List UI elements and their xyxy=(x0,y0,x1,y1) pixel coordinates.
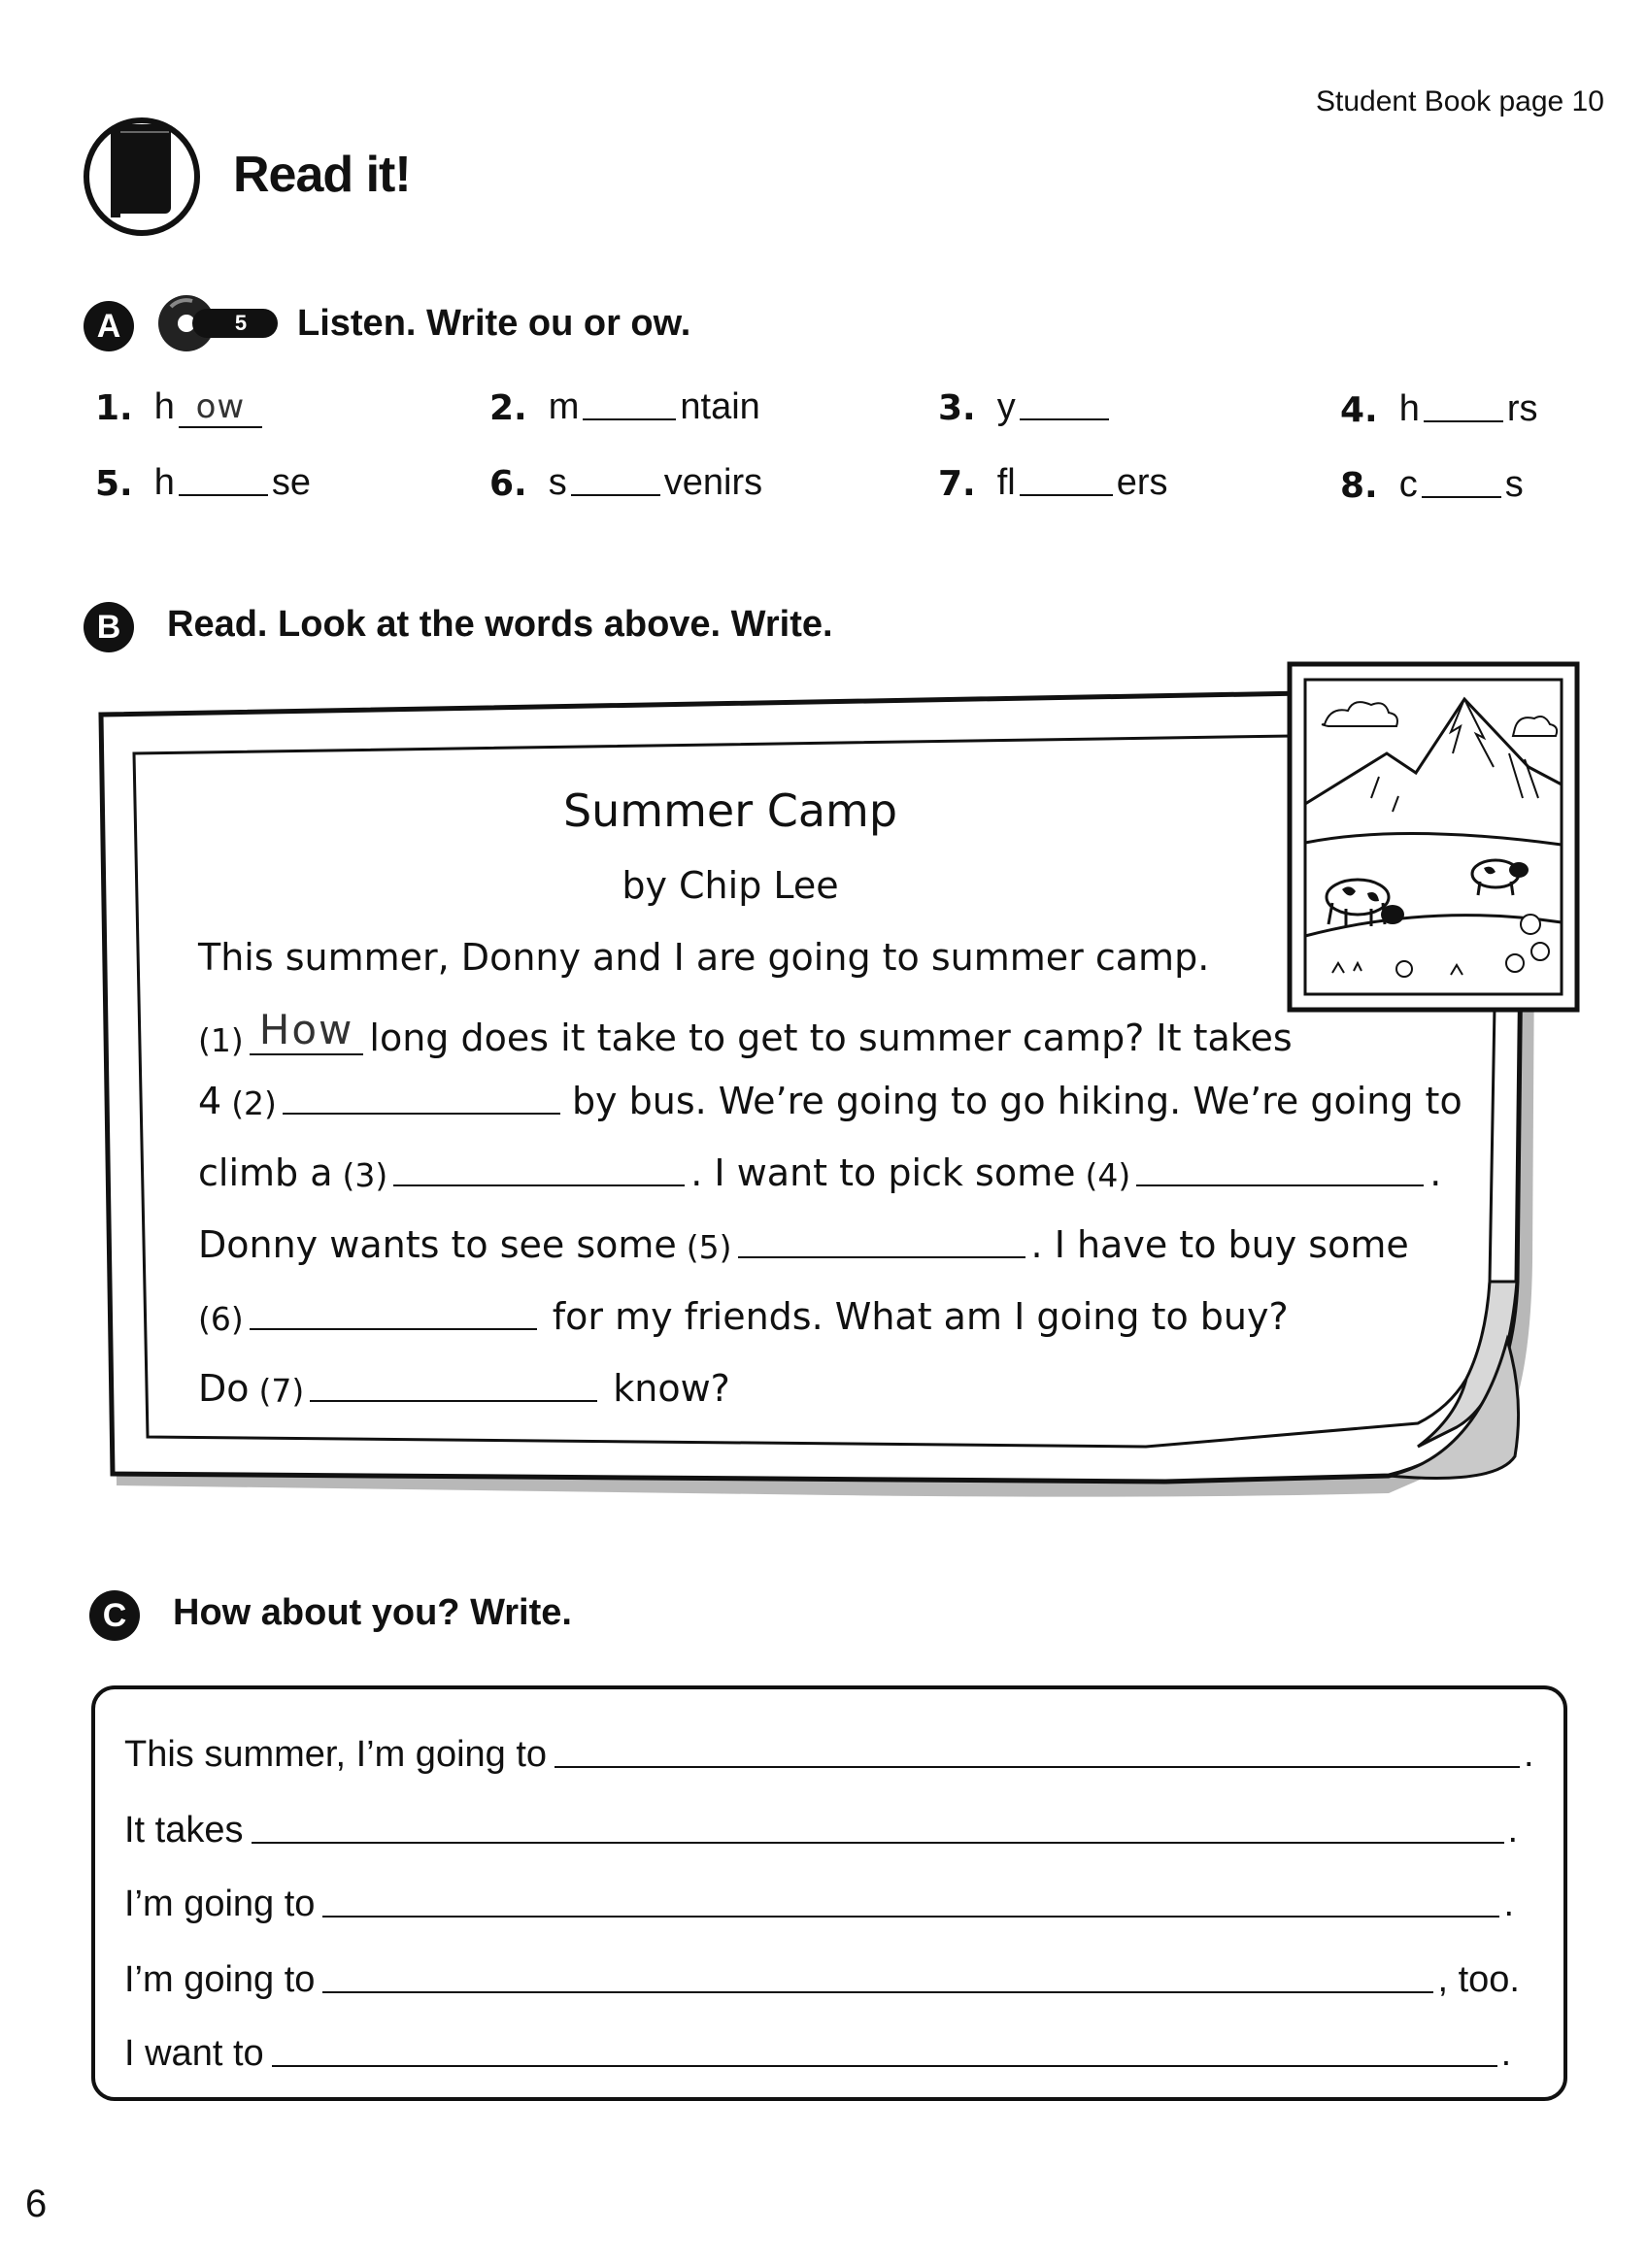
write-line-2: It takes . xyxy=(124,1810,1519,1851)
story-blank-2[interactable] xyxy=(283,1107,560,1115)
cd-track-number: 5 xyxy=(234,311,248,335)
section-b-instruction: Read. Look at the words above. Write. xyxy=(167,604,833,645)
book-icon xyxy=(82,109,202,237)
write-blank-3[interactable] xyxy=(322,1910,1499,1918)
section-a-instruction: Listen. Write ou or ow. xyxy=(297,303,691,344)
page-title: Read it! xyxy=(233,147,411,203)
exercise-item-8: 8. c s xyxy=(1340,464,1524,506)
story-blank-7[interactable] xyxy=(310,1394,597,1402)
write-blank-5[interactable] xyxy=(272,2059,1497,2067)
exercise-item-4: 4. h rs xyxy=(1340,388,1538,430)
story-blank-4[interactable] xyxy=(1136,1179,1424,1186)
exercise-item-6: 6. s venirs xyxy=(489,462,763,504)
exercise-item-5: 5. h se xyxy=(95,462,312,504)
story-line-6: (6) for my friends. What am I going to buy? xyxy=(198,1295,1289,1338)
story-author: by Chip Lee xyxy=(622,864,839,907)
section-c-badge: C xyxy=(89,1590,140,1641)
write-blank-1[interactable] xyxy=(555,1760,1520,1768)
story-line-3: 4 (2) by bus. We’re going to go hiking. We’re going to xyxy=(198,1080,1462,1122)
section-a-badge: A xyxy=(84,301,134,351)
blank-item-6[interactable] xyxy=(571,488,660,496)
cd-icon xyxy=(153,291,280,355)
blank-item-7[interactable] xyxy=(1020,488,1113,496)
blank-item-5[interactable] xyxy=(179,488,268,496)
story-answer-1[interactable]: How xyxy=(250,1006,364,1055)
student-book-page-reference: Student Book page 10 xyxy=(1316,85,1604,117)
story-blank-3[interactable] xyxy=(393,1179,685,1186)
story-blank-5[interactable] xyxy=(738,1251,1025,1258)
story-line-5: Donny wants to see some (5) . I have to buy some xyxy=(198,1223,1409,1266)
write-blank-2[interactable] xyxy=(252,1836,1504,1844)
story-line-7: Do (7) know? xyxy=(198,1367,730,1410)
write-blank-4[interactable] xyxy=(322,1985,1433,1993)
blank-item-4[interactable] xyxy=(1424,415,1503,422)
story-line-4: climb a (3) . I want to pick some (4) . xyxy=(198,1151,1442,1194)
section-b-badge: B xyxy=(84,602,134,652)
exercise-item-2: 2. m ntain xyxy=(489,386,760,428)
section-c-instruction: How about you? Write. xyxy=(173,1592,572,1633)
exercise-item-1: 1. h ow xyxy=(95,386,266,428)
exercise-item-7: 7. fl ers xyxy=(938,462,1168,504)
blank-item-8[interactable] xyxy=(1422,490,1501,498)
mountain-landscape-picture xyxy=(1286,660,1581,1014)
story-line-1: This summer, Donny and I are going to summer camp. xyxy=(198,936,1210,979)
answer-item-1[interactable]: ow xyxy=(179,387,262,428)
blank-item-3[interactable] xyxy=(1020,413,1109,420)
story-line-2: (1) How long does it take to get to summer camp? It takes xyxy=(198,1006,1293,1059)
write-line-1: This summer, I’m going to . xyxy=(124,1734,1534,1775)
page-number: 6 xyxy=(25,2183,48,2225)
blank-item-2[interactable] xyxy=(583,413,676,420)
story-title: Summer Camp xyxy=(562,784,898,837)
write-line-4: I’m going to , too. xyxy=(124,1959,1520,2000)
exercise-item-3: 3. y xyxy=(938,386,1113,428)
write-line-5: I want to . xyxy=(124,2033,1512,2074)
write-line-3: I’m going to . xyxy=(124,1884,1515,1924)
story-blank-6[interactable] xyxy=(250,1322,537,1330)
